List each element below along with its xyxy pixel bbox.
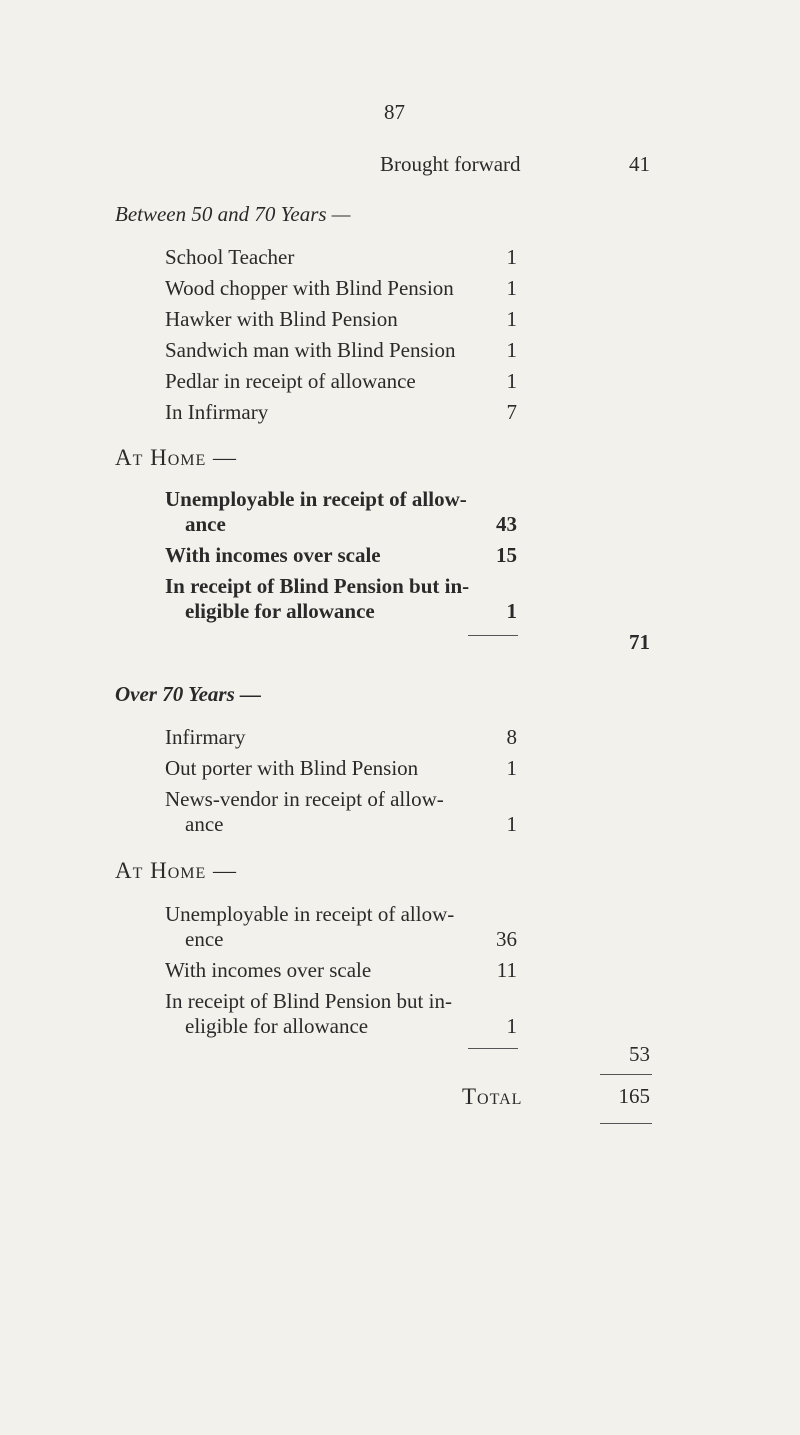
list-item-value: 7 <box>506 400 517 424</box>
list-item-label: Sandwich man with Blind Pension <box>165 338 456 362</box>
list-item-value: 1 <box>506 245 517 269</box>
list-item-value: 1 <box>506 338 517 362</box>
subtotal-value: 71 <box>629 630 650 654</box>
list-item-label: Unemployable in receipt of allow- <box>165 487 467 511</box>
list-item-label: Unemployable in receipt of allow- <box>165 902 455 926</box>
total-value: 165 <box>618 1084 650 1108</box>
list-item-label: In receipt of Blind Pension but in- <box>165 989 452 1013</box>
list-item-label: School Teacher <box>165 245 295 269</box>
list-item-value: 1 <box>506 1014 517 1038</box>
total-underline <box>600 1123 652 1124</box>
list-item-label-continued: ance <box>185 812 224 836</box>
brought-forward-value: 41 <box>629 152 650 176</box>
list-item-label-continued: ance <box>185 512 226 536</box>
brought-forward-label: Brought forward <box>380 152 521 176</box>
section-heading-between-50-70: Between 50 and 70 Years — <box>115 202 351 226</box>
list-item-label: Pedlar in receipt of allowance <box>165 369 416 393</box>
list-item-value: 1 <box>506 599 517 623</box>
list-item-label: With incomes over scale <box>165 543 381 567</box>
list-item-label: Out porter with Blind Pension <box>165 756 419 780</box>
list-item-value: 43 <box>496 512 517 536</box>
list-item-label: Wood chopper with Blind Pension <box>165 276 454 300</box>
list-item-value: 1 <box>506 756 517 780</box>
total-rule <box>600 1074 652 1075</box>
list-item-value: 1 <box>506 307 517 331</box>
list-item-value: 8 <box>506 725 517 749</box>
section-heading-at-home: At Home — <box>115 858 238 883</box>
list-item-label: With incomes over scale <box>165 958 372 982</box>
list-item-value: 1 <box>506 276 517 300</box>
section-heading-over-70: Over 70 Years — <box>115 682 262 706</box>
list-item-value: 1 <box>506 369 517 393</box>
subtotal-rule <box>468 635 518 636</box>
section-heading-at-home: At Home — <box>115 445 238 470</box>
list-item-label-continued: ence <box>185 927 224 951</box>
subtotal-rule <box>468 1048 518 1049</box>
list-item-label: News-vendor in receipt of allow- <box>165 787 444 811</box>
total-label: Total <box>462 1084 523 1109</box>
list-item-value: 1 <box>506 812 517 836</box>
list-item-label-continued: eligible for allowance <box>185 599 375 623</box>
list-item-label: In Infirmary <box>165 400 269 424</box>
list-item-label: Hawker with Blind Pension <box>165 307 398 331</box>
list-item-value: 15 <box>496 543 517 567</box>
list-item-value: 36 <box>496 927 517 951</box>
subtotal-value: 53 <box>629 1042 650 1066</box>
list-item-label: In receipt of Blind Pension but in- <box>165 574 470 598</box>
list-item-value: 11 <box>496 958 517 982</box>
list-item-label: Infirmary <box>165 725 246 749</box>
list-item-label-continued: eligible for allowance <box>185 1014 369 1038</box>
page-number: 87 <box>384 100 405 124</box>
